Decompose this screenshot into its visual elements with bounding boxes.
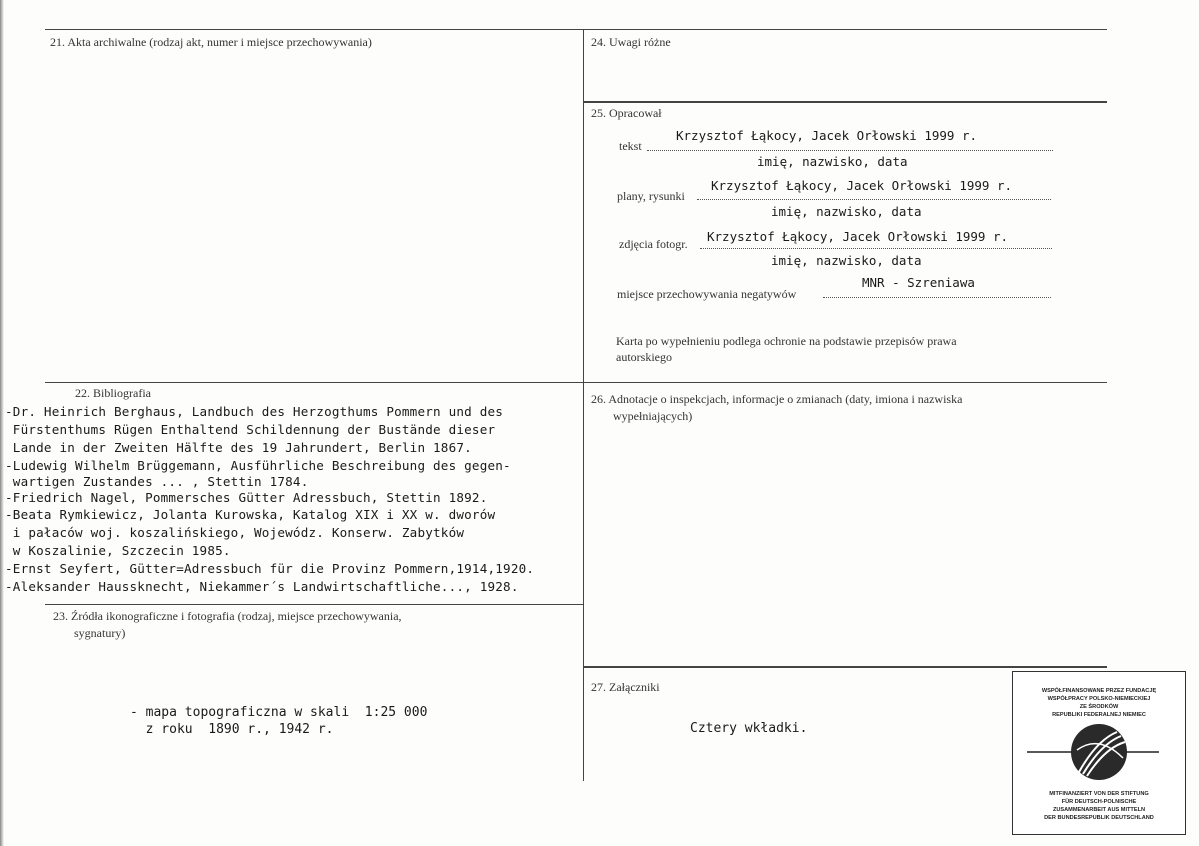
plany-hint: imię, nazwisko, data	[771, 204, 922, 219]
bibliography-line: -Ludewig Wilhelm Brüggemann, Ausführliche Beschreibung des gegen-	[5, 458, 511, 473]
rule-26-27	[584, 666, 1107, 668]
bibliography-line: -Beata Rymkiewicz, Jolanta Kurowska, Katalog XIX i XX w. dworów	[5, 507, 496, 522]
stamp-top-line: WSPÓŁFINANSOWANE PRZEZ FUNDACJĘ	[1041, 688, 1157, 694]
negatywy-dotted-line	[823, 297, 1051, 298]
stamp-top-line: ZE ŚRODKÓW	[1079, 704, 1119, 710]
stamp-bottom-line: ZUSAMMENARBEIT AUS MITTELN	[1052, 807, 1146, 813]
tekst-hint: imię, nazwisko, data	[757, 154, 908, 169]
bibliography-line: wartigen Zustandes ... , Stettin 1784.	[5, 474, 309, 489]
stamp-bottom-line: MITFINANZIERT VON DER STIFTUNG	[1049, 791, 1149, 797]
funding-stamp	[1012, 671, 1186, 835]
zdjecia-hint: imię, nazwisko, data	[771, 253, 922, 268]
section-23-title-line2: sygnatury)	[74, 626, 126, 640]
negatywy-value: MNR - Szreniawa	[862, 275, 975, 290]
stamp-bottom-line: DER BUNDESREPUBLIK DEUTSCHLAND	[1044, 815, 1154, 821]
rule-24-25	[584, 101, 1107, 103]
plany-label: plany, rysunki	[617, 189, 685, 203]
section-27-title: 27. Załączniki	[591, 680, 660, 694]
copyright-note-line1: Karta po wypełnieniu podlega ochronie na podstawie przepisów prawa	[616, 334, 957, 348]
copyright-note-line2: autorskiego	[616, 350, 672, 364]
section-26-title-line1: 26. Adnotacje o inspekcjach, informacje o zmianach (daty, imiona i nazwiska	[591, 392, 963, 406]
negatywy-label: miejsce przechowywania negatywów	[617, 287, 797, 301]
plany-value: Krzysztof Łąkocy, Jacek Orłowski 1999 r.	[711, 178, 1013, 193]
plany-dotted-line	[697, 199, 1051, 200]
section-23-content-line2: z roku 1890 r., 1942 r.	[130, 722, 334, 737]
zdjecia-value: Krzysztof Łąkocy, Jacek Orłowski 1999 r.	[707, 229, 1009, 244]
zdjecia-dotted-line	[700, 248, 1052, 249]
scan-edge-shadow	[0, 0, 4, 846]
bibliography-line: Lande in der Zweiten Hälfte des 19 Jahrundert, Berlin 1867.	[5, 440, 472, 455]
section-23-title-line1: 23. Źródła ikonograficzne i fotografia (rodzaj, miejsce przechowywania,	[53, 609, 402, 623]
tekst-dotted-line	[647, 150, 1053, 151]
top-rule	[45, 29, 1107, 30]
bibliography-line: -Ernst Seyfert, Gütter=Adressbuch für die Provinz Pommern,1914,1920.	[5, 561, 535, 576]
section-27-content: Cztery wkładki.	[690, 721, 808, 736]
bibliography-line: -Friedrich Nagel, Pommersches Gütter Adressbuch, Stettin 1892.	[5, 490, 488, 505]
zdjecia-label: zdjęcia fotogr.	[619, 237, 688, 251]
rule-21-22	[45, 382, 1107, 383]
stamp-bottom-line: FÜR DEUTSCH-POLNISCHE	[1061, 799, 1137, 805]
bibliography-line: Fürstenthums Rügen Enthaltend Schildennung der Bustände dieser	[5, 422, 496, 437]
section-25-title: 25. Opracował	[591, 106, 662, 120]
bibliography-line: -Dr. Heinrich Berghaus, Landbuch des Herzogthums Pommern und des	[5, 404, 504, 419]
section-23-content-line1: - mapa topograficzna w skali 1:25 000	[130, 705, 428, 720]
stamp-top-line: REPUBLIKI FEDERALNEJ NIEMIEC	[1052, 712, 1146, 718]
bibliography-line: -Aleksander Haussknecht, Niekammer´s Landwirtschaftliche..., 1928.	[5, 579, 519, 594]
section-21-title: 21. Akta archiwalne (rodzaj akt, numer i miejsce przechowywania)	[50, 35, 372, 49]
bibliography-line: i pałaców woj. koszalińskiego, Wojewódz. Konserw. Zabytków	[5, 525, 465, 540]
section-26-title-line2: wypełniających)	[613, 409, 693, 423]
rule-22-23	[45, 604, 583, 605]
tekst-value: Krzysztof Łąkocy, Jacek Orłowski 1999 r.	[676, 128, 978, 143]
tekst-label: tekst	[619, 139, 642, 153]
stamp-top-line: WSPÓŁPRACY POLSKO-NIEMIECKIEJ	[1047, 696, 1151, 702]
section-24-title: 24. Uwagi różne	[591, 35, 671, 49]
center-divider	[583, 29, 584, 781]
section-22-title: 22. Bibliografia	[75, 386, 151, 400]
bibliography-line: w Koszalinie, Szczecin 1985.	[5, 543, 231, 558]
foundation-logo-icon	[1013, 722, 1185, 792]
